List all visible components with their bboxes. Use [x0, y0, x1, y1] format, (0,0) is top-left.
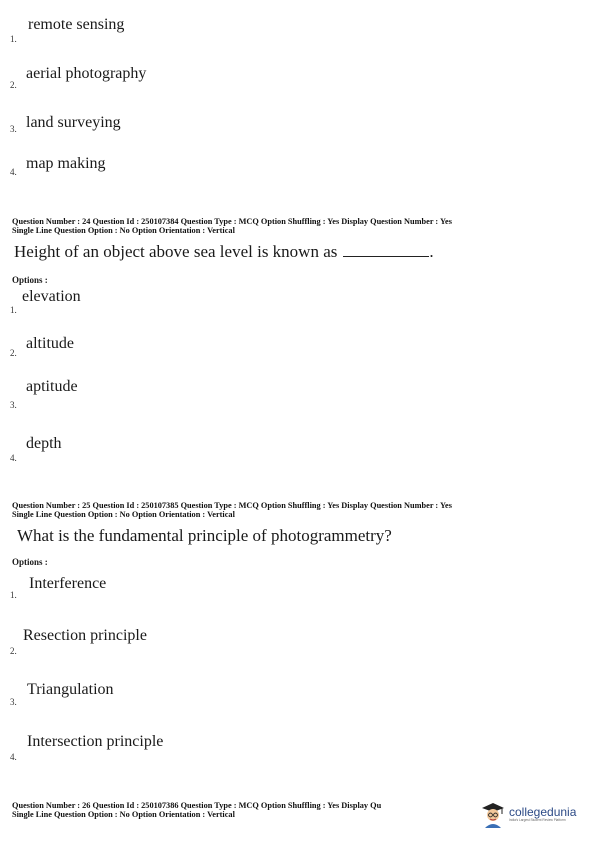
option-text: land surveying — [26, 114, 121, 131]
option-text: depth — [26, 435, 62, 452]
option-number: 2. — [10, 80, 17, 90]
answer-blank — [343, 242, 429, 257]
option-number: 2. — [10, 646, 17, 656]
student-avatar-icon — [480, 800, 506, 828]
question-text: What is the fundamental principle of photogrammetry? — [17, 526, 392, 545]
collegedunia-logo — [480, 800, 576, 828]
option-number: 3. — [10, 400, 17, 410]
question-meta-line2: Single Line Question Option : No Option Orientation : Vertical — [12, 510, 235, 519]
option-text: Intersection principle — [27, 733, 164, 750]
option-text: aerial photography — [26, 65, 147, 82]
question-meta-line2: Single Line Question Option : No Option Orientation : Vertical — [12, 226, 235, 235]
option-number: 4. — [10, 752, 17, 762]
options-label: Options : — [12, 275, 48, 285]
options-label: Options : — [12, 557, 48, 567]
option-number: 2. — [10, 348, 17, 358]
option-text: remote sensing — [28, 16, 125, 33]
option-text: elevation — [22, 288, 81, 305]
option-text: Triangulation — [27, 681, 114, 698]
option-text: altitude — [26, 335, 74, 352]
question-meta: Question Number : 25 Question Id : 250107385 Question Type : MCQ Option Shuffling : Yes Display Question Number : Yes — [12, 501, 452, 510]
option-text: aptitude — [26, 378, 78, 395]
option-number: 3. — [10, 124, 17, 134]
option-text: Resection principle — [23, 627, 147, 644]
option-number: 4. — [10, 167, 17, 177]
option-number: 3. — [10, 697, 17, 707]
option-number: 1. — [10, 590, 17, 600]
question-text — [14, 242, 434, 262]
question-meta: Question Number : 24 Question Id : 250107384 Question Type : MCQ Option Shuffling : Yes Display Question Number : Yes — [12, 217, 452, 226]
question-meta-line2: Single Line Question Option : No Option Orientation : Vertical — [12, 810, 235, 819]
option-number: 4. — [10, 453, 17, 463]
option-text: Interference — [29, 575, 107, 592]
question-text-tail: . — [429, 242, 434, 261]
option-text: map making — [26, 155, 106, 172]
question-text-body: Height of an object above sea level is known as — [14, 242, 338, 261]
logo-name: collegedunia — [509, 805, 577, 819]
question-meta: Question Number : 26 Question Id : 250107386 Question Type : MCQ Option Shuffling : Yes Display Qu — [12, 801, 382, 810]
logo-tagline: India's Largest Student Review Platform — [509, 818, 566, 822]
option-number: 1. — [10, 305, 17, 315]
option-number: 1. — [10, 34, 17, 44]
